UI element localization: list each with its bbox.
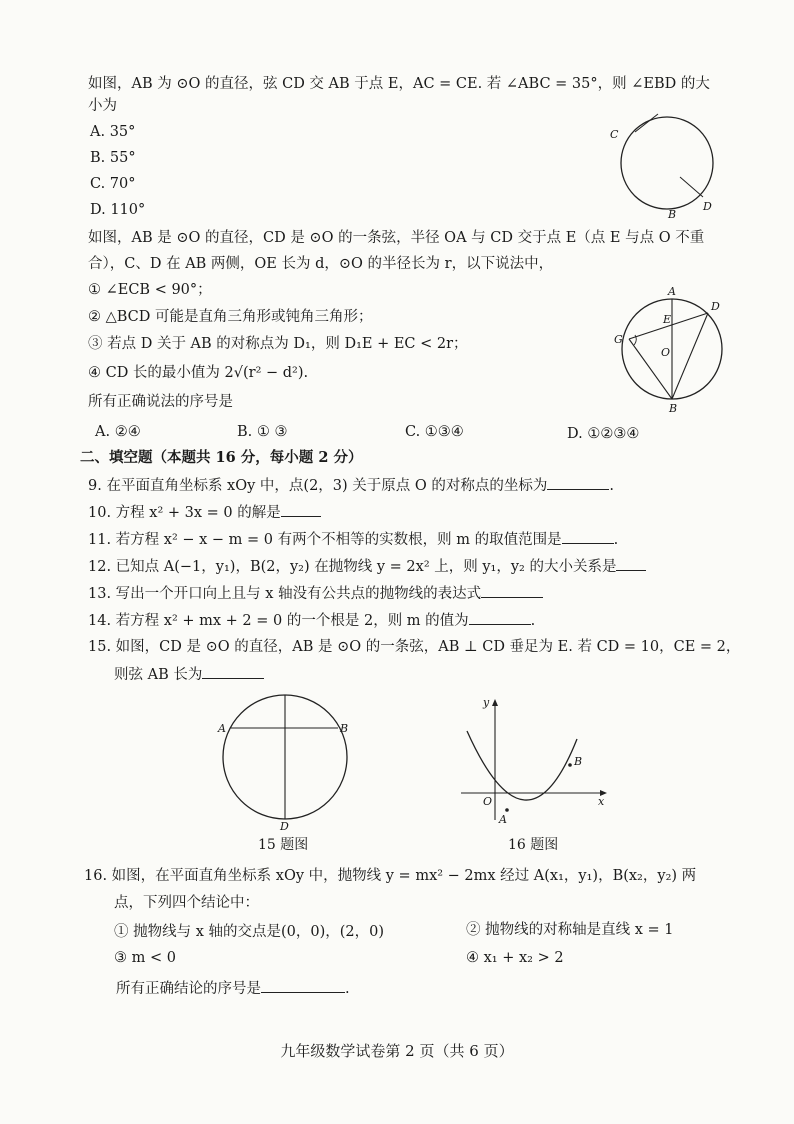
q9-text: 在平面直角坐标系 xOy 中，点(2，3) 关于原点 O 的对称点的坐标为	[106, 478, 548, 494]
q8-option-c: C. ①③④	[405, 424, 464, 440]
q16-conclusion-4: ④ x₁ + x₂ > 2	[466, 950, 564, 966]
q16-conclusion-1: ① 抛物线与 x 轴的交点是(0，0)，(2，0)	[114, 924, 385, 940]
q12-text: 已知点 A(−1，y₁)，B(2，y₂) 在抛物线 y = 2x² 上，则 y₁，y₂ 的大小关系是	[115, 559, 617, 575]
q7-segment	[680, 177, 703, 197]
fig16-point-a	[505, 808, 509, 812]
fig16-label-y: y	[483, 696, 490, 709]
q12-blank[interactable]	[616, 556, 646, 571]
q15-num: 15.	[88, 639, 112, 655]
q10-num: 10.	[88, 505, 112, 521]
q7-label-c: C	[610, 128, 619, 141]
fig16-label-x: x	[598, 795, 605, 808]
q15-text: 如图，CD 是 ⊙O 的直径，AB 是 ⊙O 的一条弦，AB ⊥ CD 垂足为 E. 若 CD = 10，CE = 2，	[115, 639, 741, 655]
q11-num: 11.	[88, 532, 112, 548]
fig15	[210, 680, 370, 835]
q14-end: .	[530, 613, 536, 629]
q8-label-o: O	[661, 346, 671, 359]
q13-num: 13.	[88, 586, 112, 602]
fig16-label-o: O	[483, 795, 493, 808]
q8-label-a: A	[668, 285, 676, 298]
q7-circle	[621, 117, 713, 209]
fig15-caption: 15 题图	[258, 837, 309, 853]
fig16	[455, 695, 615, 830]
fig16-caption: 16 题图	[508, 837, 559, 853]
q8-figure	[605, 283, 735, 423]
q13-text: 写出一个开口向上且与 x 轴没有公共点的抛物线的表达式	[115, 586, 482, 602]
q8-statement-4: ④ CD 长的最小值为 2√(r² − d²).	[88, 365, 309, 381]
q16-end: .	[345, 981, 350, 997]
fig16-label-a: A	[499, 813, 507, 826]
q16-question	[116, 978, 350, 999]
q8-stem-line2: 合），C、D 在 AB 两侧，OE 长为 d，⊙O 的半径长为 r，以下说法中，	[88, 256, 554, 272]
q8-question: 所有正确说法的序号是	[88, 394, 233, 410]
q11-text: 若方程 x² − x − m = 0 有两个不相等的实数根，则 m 的取值范围是	[115, 532, 562, 548]
q13-blank[interactable]	[481, 583, 543, 598]
fig16-point-b	[568, 763, 572, 767]
q14-text: 若方程 x² + mx + 2 = 0 的一个根是 2，则 m 的值为	[115, 613, 469, 629]
q9	[88, 475, 614, 496]
q7-chord	[635, 114, 658, 132]
fig16-y-arrow	[492, 699, 498, 706]
q10-text: 方程 x² + 3x = 0 的解是	[115, 505, 281, 521]
q12-num: 12.	[88, 559, 112, 575]
q15-line1	[88, 637, 740, 657]
q16-conclusion-2: ② 抛物线的对称轴是直线 x = 1	[466, 922, 674, 938]
q11-blank[interactable]	[562, 529, 614, 544]
q8-option-a: A. ②④	[95, 424, 141, 440]
q8-label-e: E	[663, 313, 672, 326]
fig16-parabola	[467, 731, 577, 800]
q16-text: 如图，在平面直角坐标系 xOy 中，抛物线 y = mx² − 2mx 经过 A(x₁，y₁)，B(x₂，y₂) 两	[111, 868, 697, 884]
fig16-label-b: B	[574, 755, 583, 768]
q15-blank[interactable]	[202, 664, 264, 679]
q7-figure	[600, 110, 730, 220]
q9-end: .	[609, 478, 615, 494]
q7-option-c: C. 70°	[90, 176, 136, 192]
q9-blank[interactable]	[547, 475, 609, 490]
q15-line2-text: 则弦 AB 长为	[114, 667, 203, 683]
q16-num: 16.	[84, 868, 108, 884]
page-footer: 九年级数学试卷第 2 页（共 6 页）	[280, 1042, 514, 1060]
q8-statement-1: ① ∠ECB < 90°；	[88, 282, 212, 298]
q16-blank[interactable]	[261, 978, 345, 993]
q11	[88, 529, 618, 550]
q7-option-b: B. 55°	[90, 150, 136, 166]
q8-label-c: G	[614, 333, 623, 346]
q8-label-d: D	[711, 300, 720, 313]
q7-option-d: D. 110°	[90, 202, 146, 218]
q8-statement-2: ② △BCD 可能是直角三角形或钝角三角形；	[88, 309, 373, 325]
q14-num: 14.	[88, 613, 112, 629]
q10	[88, 502, 321, 523]
q9-num: 9.	[88, 478, 102, 494]
q12	[88, 556, 646, 577]
q7-label-b: B	[668, 208, 677, 221]
q7-stem-line2: 小为	[88, 98, 117, 114]
q7-stem-line1: 如图，AB 为 ⊙O 的直径，弦 CD 交 AB 于点 E，AC = CE. 若 ∠ABC = 35°，则 ∠EBD 的大	[88, 76, 710, 92]
q7-option-a: A. 35°	[90, 124, 136, 140]
q16-line2: 点，下列四个结论中：	[114, 895, 259, 911]
q8-statement-3: ③ 若点 D 关于 AB 的对称点为 D₁，则 D₁E + EC < 2r；	[88, 336, 468, 352]
q14-blank[interactable]	[469, 610, 531, 625]
q10-blank[interactable]	[281, 502, 321, 517]
q8-stem-line1: 如图，AB 是 ⊙O 的直径，CD 是 ⊙O 的一条弦，半径 OA 与 CD 交于点 E（点 E 与点 O 不重	[88, 230, 705, 246]
q16-question-text: 所有正确结论的序号是	[116, 981, 261, 997]
fig15-label-d: D	[280, 820, 289, 833]
q8-option-b: B. ① ③	[237, 424, 288, 440]
q11-end: .	[613, 532, 619, 548]
fig15-label-a: A	[218, 722, 226, 735]
fig15-label-b: B	[340, 722, 349, 735]
q7-label-d: D	[703, 200, 712, 213]
q8-label-b: B	[669, 402, 678, 415]
q8-segment-db	[672, 313, 708, 399]
q8-option-d: D. ①②③④	[567, 426, 640, 442]
q16-line1	[84, 866, 696, 886]
q14	[88, 610, 535, 631]
q16-conclusion-3: ③ m < 0	[114, 950, 176, 966]
section2-heading: 二、填空题（本题共 16 分，每小题 2 分）	[80, 449, 363, 466]
q13	[88, 583, 543, 604]
